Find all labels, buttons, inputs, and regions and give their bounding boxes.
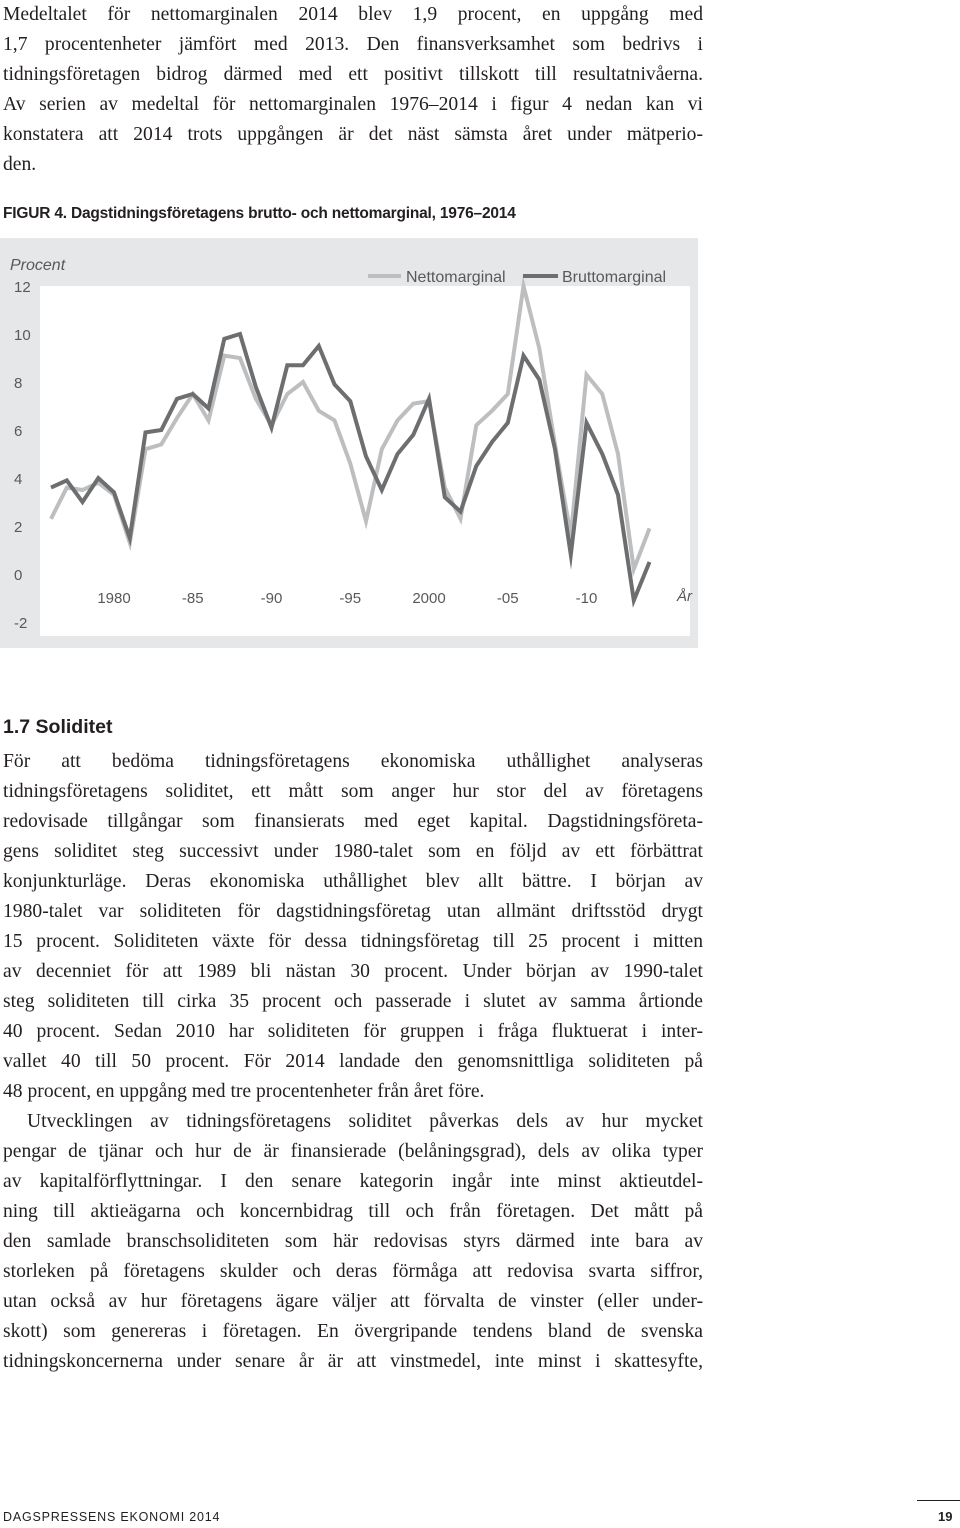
x-tick-label: -90 (260, 590, 283, 607)
text-line: 48 procent, en uppgång med tre procentenheter från året före. (3, 1081, 485, 1102)
legend-label-nettomarginal: Nettomarginal (406, 269, 506, 286)
x-tick-label: -85 (181, 590, 204, 607)
text-line: av decenniet för att 1989 bli nästan 30 procent. Under början av 1990-talet (3, 961, 703, 982)
line-chart (0, 238, 698, 648)
x-tick-label: -10 (575, 590, 598, 607)
text-line: redovisade tillgångar som finansierats med eget kapital. Dagstidningsföreta- (3, 811, 703, 832)
plot-area (40, 286, 690, 636)
text-line: 40 procent. Sedan 2010 har soliditeten för gruppen i fråga fluktuerat i inter- (3, 1021, 703, 1042)
text-line: tidningsföretagens soliditet, ett mått som anger hur stor del av företagens (3, 781, 703, 802)
text-line: För att bedöma tidningsföretagens ekonomiska uthållighet analyseras (3, 751, 703, 772)
footer-publication: DAGSPRESSENS EKONOMI 2014 (3, 1510, 221, 1524)
text-line: 1980-talet var soliditeten för dagstidningsföretag utan allmänt driftsstöd drygt (3, 901, 703, 922)
legend-label-bruttomarginal: Bruttomarginal (562, 269, 667, 286)
text-line: tidningskoncernerna under senare år är att vinstmedel, inte minst i skattesyfte, (3, 1351, 703, 1372)
figure-caption: FIGUR 4. Dagstidningsföretagens brutto- och nettomarginal, 1976–2014 (3, 205, 516, 222)
text-line: storleken på företagens skulder och deras förmåga att redovisa svarta siffror, (3, 1261, 703, 1282)
body-paragraph (3, 1107, 703, 1377)
y-tick-label: 10 (14, 327, 31, 344)
y-axis-label: Procent (10, 257, 66, 274)
footer-rule (917, 1500, 960, 1501)
text-line: den samlade branschsoliditeten som här redovisas styrs därmed inte bara av (3, 1231, 703, 1252)
page-number: 19 (938, 1509, 953, 1524)
text-line: Medeltalet för nettomarginalen 2014 blev 1,9 procent, en uppgång med (3, 4, 703, 25)
y-tick-label: 12 (14, 279, 31, 296)
text-line: ning till aktieägarna och koncernbidrag till och från företagen. Det mått på (3, 1201, 703, 1222)
text-line: skott) som genereras i företagen. En övergripande tendens bland de svenska (3, 1321, 703, 1342)
body-paragraph (3, 747, 703, 1107)
y-tick-label: -2 (14, 615, 28, 632)
text-line: konstatera att 2014 trots uppgången är det näst sämsta året under mätperio- (3, 124, 703, 145)
x-axis-label: År (677, 588, 692, 605)
text-line: steg soliditeten till cirka 35 procent och passerade i slutet av samma årtionde (3, 991, 703, 1012)
text-line: tidningsföretagen bidrog därmed med ett positivt tillskott till resultatnivåerna. (3, 64, 703, 85)
y-tick-label: 2 (14, 519, 23, 536)
y-tick-label: 6 (14, 423, 23, 440)
section-heading: 1.7 Soliditet (3, 716, 113, 738)
y-tick-label: 8 (14, 375, 23, 392)
text-line: 1,7 procentenheter jämfört med 2013. Den finansverksamhet som bedrivs i (3, 34, 703, 55)
x-tick-label: 2000 (412, 590, 446, 607)
text-line: utan också av hur företagens ägare väljer att förvalta de vinster (eller under- (3, 1291, 703, 1312)
text-line: konjunkturläge. Deras ekonomiska uthållighet blev allt bättre. I början av (3, 871, 703, 892)
text-line: 15 procent. Soliditeten växte för dessa tidningsföretag till 25 procent i mitten (3, 931, 703, 952)
text-line: Utvecklingen av tidningsföretagens soliditet påverkas dels av hur mycket (27, 1111, 703, 1132)
text-line: den. (3, 154, 37, 175)
text-line: vallet 40 till 50 procent. För 2014 landade den genomsnittliga soliditeten på (3, 1051, 703, 1072)
text-line: av kapitalförflyttningar. I den senare kategorin ingår inte minst aktieutdel- (3, 1171, 703, 1192)
x-tick-label: -05 (496, 590, 519, 607)
y-tick-label: 0 (14, 567, 23, 584)
x-tick-label: 1980 (97, 590, 131, 607)
text-line: pengar de tjänar och hur de är finansierade (belåningsgrad), dels av olika typer (3, 1141, 703, 1162)
intro-paragraph (3, 0, 703, 180)
text-line: Av serien av medeltal för nettomarginalen 1976–2014 i figur 4 nedan kan vi (3, 94, 703, 115)
text-line: gens soliditet steg successivt under 1980-talet som en följd av ett förbättrat (3, 841, 703, 862)
x-tick-label: -95 (339, 590, 362, 607)
y-tick-label: 4 (14, 471, 23, 488)
